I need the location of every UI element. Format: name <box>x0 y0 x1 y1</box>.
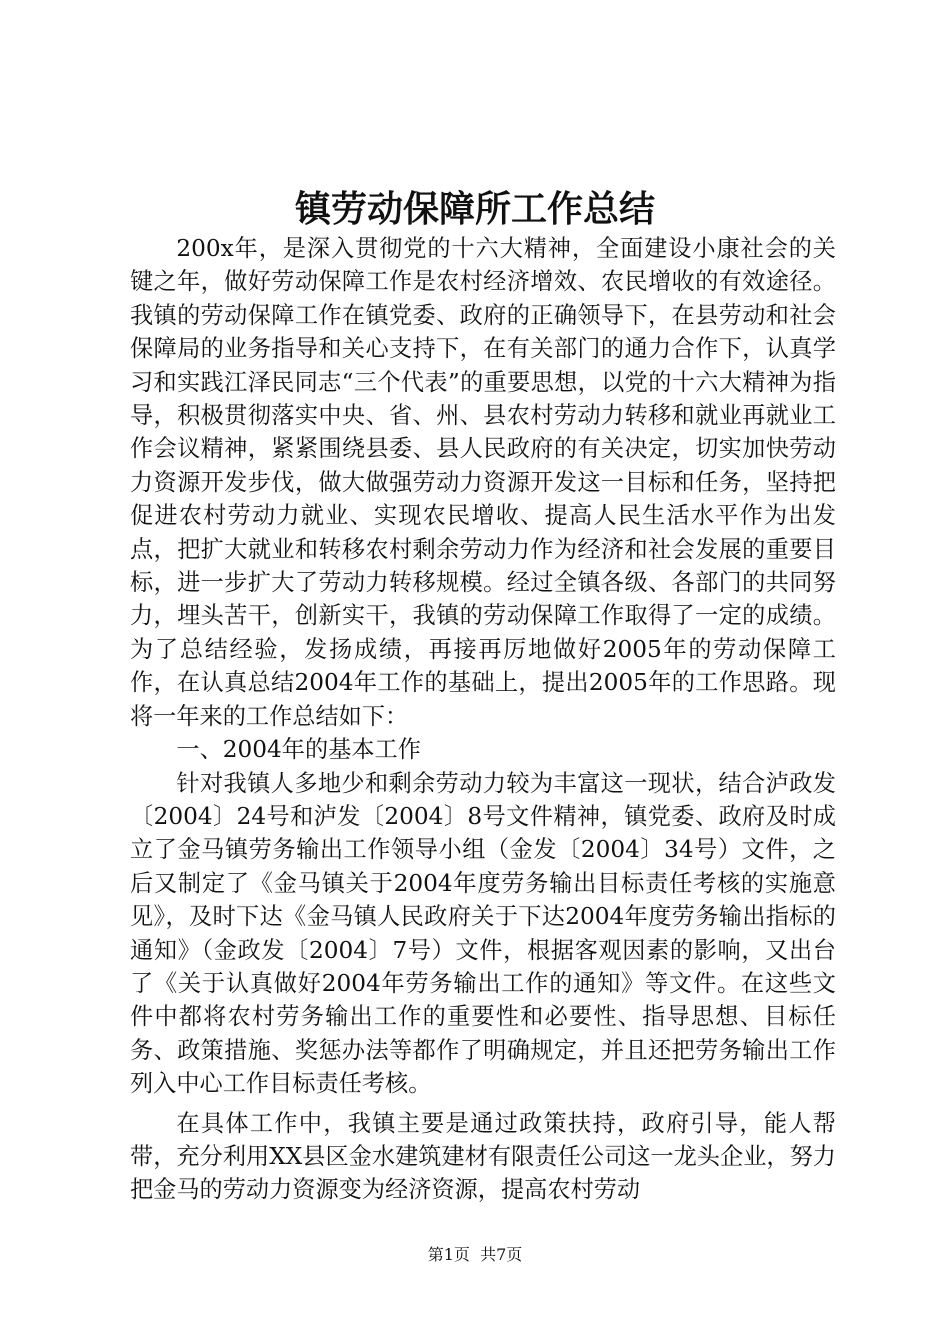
page-number-footer: 第1页 共7页 <box>427 1245 523 1264</box>
document-body <box>130 232 836 1207</box>
page-title: 镇劳动保障所工作总结 <box>294 188 655 230</box>
paragraph-intro: 200x年，是深入贯彻党的十六大精神，全面建设小康社会的关键之年，做好劳动保障工作是农村经济增效、农民增收的有效途径。我镇的劳动保障工作在镇党委、政府的正确领导下，在县劳动和社会保障局的业务指导和关心支持下，在有关部门的通力合作下，认真学习和实践江泽民同志“三个代表”的重要思想，以党的十六大精神为指导，积极贯彻落实中央、省、州、县农村劳动力转移和就业再就业工作会议精神，紧紧围绕县委、县人民政府的有关决定，切实加快劳动力资源开发步伐，做大做强劳动力资源开发这一目标和任务，坚持把促进农村劳动力就业、实现农民增收、提高人民生活水平作为出发点，把扩大就业和转移农村剩余劳动力作为经济和社会发展的重要目标，进一步扩大了劳动力转移规模。经过全镇各级、各部门的共同努力，埋头苦干，创新实干，我镇的劳动保障工作取得了一定的成绩。为了总结经验，发扬成绩，再接再厉地做好2005年的劳动保障工作，在认真总结2004年工作的基础上，提出2005年的工作思路。现将一年来的工作总结如下： <box>130 235 836 730</box>
paragraph-policy: 针对我镇人多地少和剩余劳动力较为丰富这一现状，结合泸政发〔2004〕24号和泸发〔2004〕8号文件精神，镇党委、政府及时成立了金马镇劳务输出工作领导小组（金发〔2004〕34号）文件，之后又制定了《金马镇关于2004年度劳务输出目标责任考核的实施意见》，及时下达《金马镇人民政府关于下达2004年度劳务输出指标的通知》（金政发〔2004〕7号）文件，根据客观因素的影响，又出台了《关于认真做好2004年劳务输出工作的通知》等文件。在这些文件中都将农村劳务输出工作的重要性和必要性、指导思想、目标任务、政策措施、奖惩办法等都作了明确规定，并且还把劳务输出工作列入中心工作目标责任考核。 <box>130 769 836 1098</box>
section-heading: 一、2004年的基本工作 <box>176 736 421 764</box>
paragraph-work: 在具体工作中，我镇主要是通过政策扶持，政府引导，能人帮带，充分利用XX县区金水建筑建材有限责任公司这一龙头企业，努力把金马的劳动力资源变为经济资源，提高农村劳动 <box>130 1109 836 1204</box>
